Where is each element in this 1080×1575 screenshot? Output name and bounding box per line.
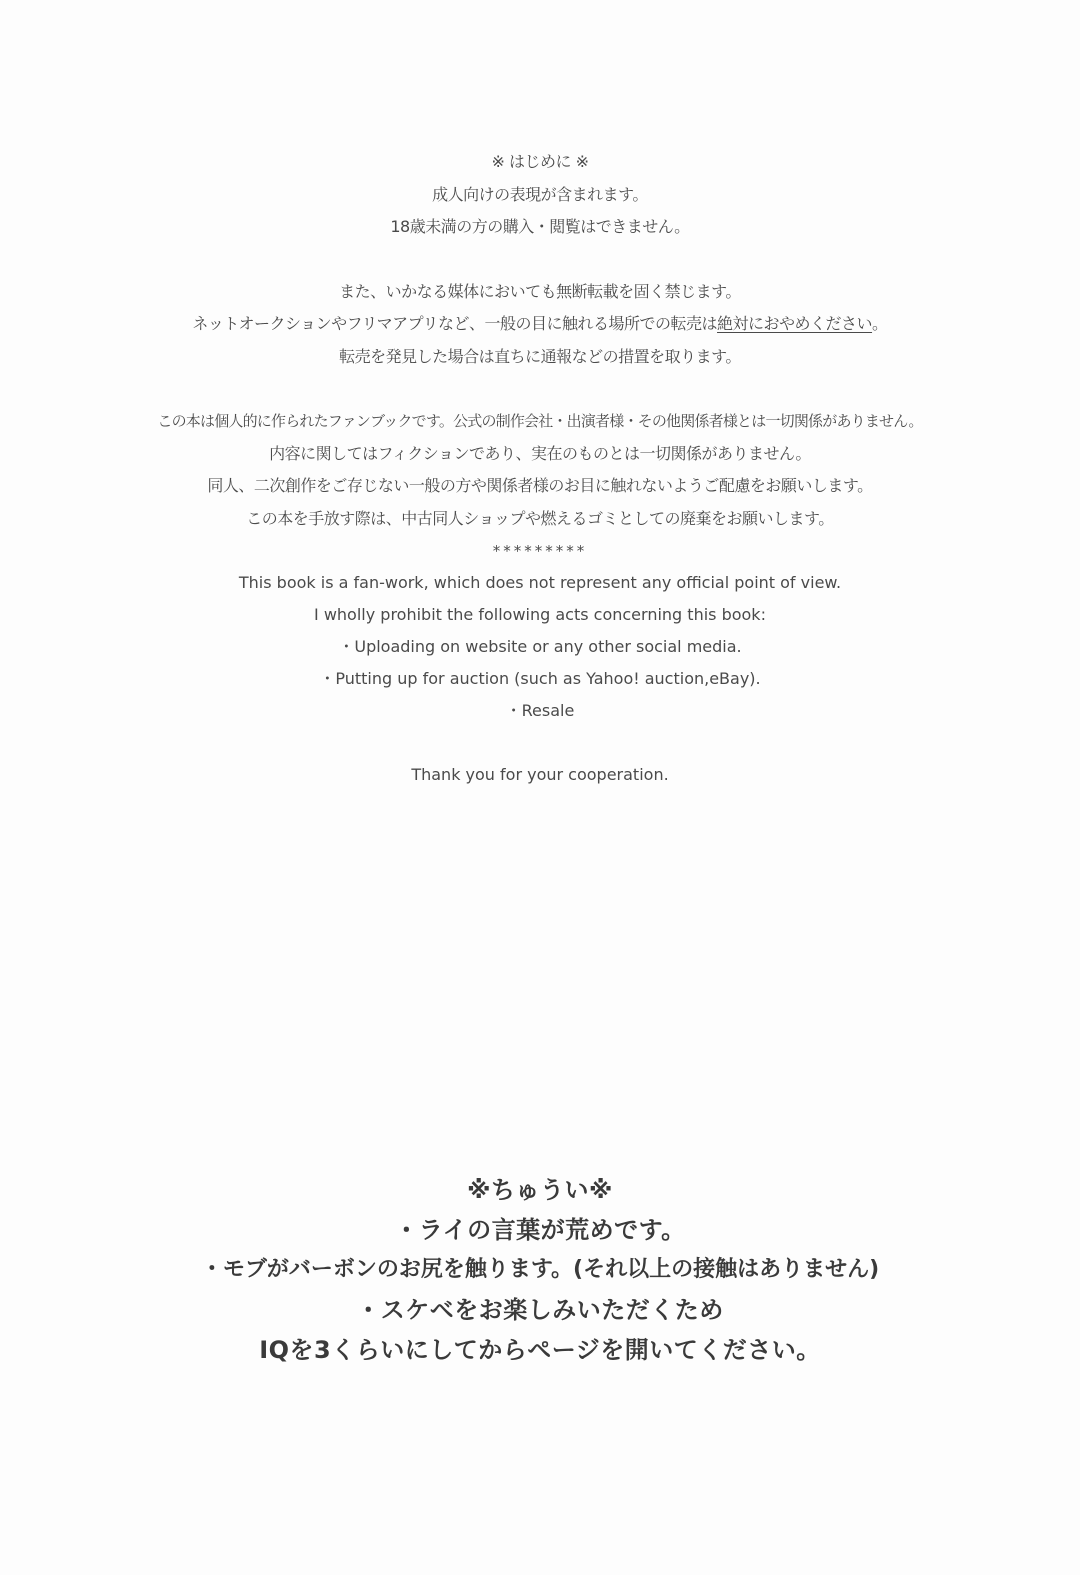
notice-heading: ※ はじめに ※ xyxy=(491,152,589,171)
adult-warning-line: 成人向けの表現が含まれます。 xyxy=(432,184,648,204)
notice-section xyxy=(0,146,1080,791)
prohibition-item-upload: ・Uploading on website or any other social media. xyxy=(338,637,742,656)
caution-line-iq: IQを3くらいにしてからページを開いてください。 xyxy=(259,1336,821,1364)
english-prohibition-line: I wholly prohibit the following acts concerning this book: xyxy=(314,605,766,624)
resale-ban-suffix: 。 xyxy=(872,314,888,333)
resale-ban-emphasis: 絶対におやめください xyxy=(717,314,873,333)
fanbook-disclaimer-line: この本は個人的に作られたファンブックです。公式の制作会社・出演者様・その他関係者様とは一切関係がありません。 xyxy=(157,412,923,430)
disposal-request-line: この本を手放す際は、中古同人ショップや燃えるゴミとしての廃棄をお願いします。 xyxy=(246,508,834,528)
resale-ban-line xyxy=(0,308,1080,341)
prohibition-item-auction: ・Putting up for auction (such as Yahoo! auction,eBay). xyxy=(319,669,761,688)
english-disclaimer-line: This book is a fan-work, which does not represent any official point of view. xyxy=(238,573,842,592)
resale-ban-prefix: ネットオークションやフリマアプリなど、一般の目に触れる場所での転売は xyxy=(192,314,718,333)
consideration-request-line: 同人、二次創作をご存じない一般の方や関係者様のお目に触れないようご配慮をお願いします。 xyxy=(207,476,873,495)
spacer xyxy=(0,244,1080,276)
reproduction-ban-line: また、いかなる媒体においても無断転載を固く禁じます。 xyxy=(339,281,741,301)
thanks-line: Thank you for your cooperation. xyxy=(411,765,669,784)
caution-line-touching: ・モブがバーボンのお尻を触ります。(それ以上の接触はありません) xyxy=(200,1257,880,1282)
age-restriction-line: 18歳未満の方の購入・閲覧はできません。 xyxy=(390,217,690,236)
caution-section xyxy=(0,1170,1080,1370)
spacer xyxy=(0,373,1080,405)
section-divider: ********* xyxy=(492,542,588,560)
report-line: 転売を発見した場合は直ちに通報などの措置を取ります。 xyxy=(339,346,741,366)
caution-line-enjoy: ・スケベをお楽しみいただくため xyxy=(356,1296,724,1324)
spacer xyxy=(0,727,1080,759)
caution-heading: ※ちゅうい※ xyxy=(467,1176,613,1204)
prohibition-item-resale: ・Resale xyxy=(505,701,575,720)
caution-line-language: ・ライの言葉が荒めです。 xyxy=(394,1216,686,1244)
fiction-disclaimer-line: 内容に関してはフィクションであり、実在のものとは一切関係がありません。 xyxy=(269,443,811,463)
